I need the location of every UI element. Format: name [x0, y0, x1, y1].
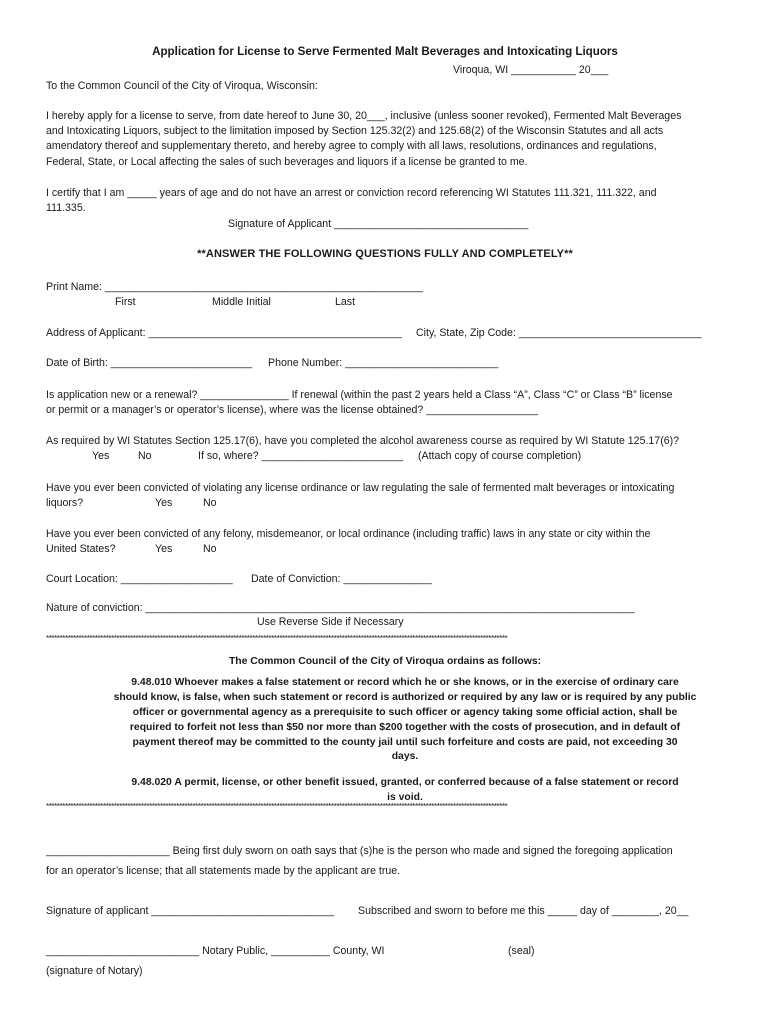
applicant-signature-field[interactable]: Signature of applicant _______________________________ — [46, 905, 335, 917]
seal-label: (seal) — [508, 945, 535, 957]
subscribed-sworn-field[interactable]: Subscribed and sworn to before me this _____ day of ________, 20__ — [358, 905, 689, 917]
date-of-birth-field[interactable]: Date of Birth: ________________________ — [46, 357, 253, 369]
course-no-option[interactable]: No — [138, 450, 152, 462]
addressee: To the Common Council of the City of Viroqua, Wisconsin: — [46, 80, 318, 92]
ordinance-9-48-010-line: 9.48.010 Whoever makes a false statement or record which he or she knows, or in the exercise of ordinary care — [131, 677, 679, 688]
felony-question: United States? — [46, 543, 116, 555]
conviction-date-field[interactable]: Date of Conviction: _______________ — [251, 573, 432, 585]
nature-of-conviction-field[interactable]: Nature of conviction: ___________________________________________________________________________________ — [46, 602, 635, 614]
violation-yes-option[interactable]: Yes — [155, 497, 173, 509]
felony-no-option[interactable]: No — [203, 543, 217, 555]
name-middle-caption: Middle Initial — [212, 296, 271, 308]
star-divider: ************************************************************************************************************************************************************************** — [46, 634, 508, 643]
application-text-line: and Intoxicating Liquors, subject to the limitation imposed by Section 125.32(2) and 125.68(2) of the Wisconsin Statutes and all acts — [46, 125, 664, 137]
ordinance-heading: The Common Council of the City of Viroqua ordains as follows: — [228, 656, 542, 667]
notary-public-field[interactable]: __________________________ Notary Public, __________ County, WI — [46, 945, 385, 957]
course-location-field[interactable]: If so, where? ________________________ — [198, 450, 403, 462]
oath-statement-line[interactable]: _____________________ Being first duly sworn on oath says that (s)he is the person who made and signed the foregoing application — [46, 845, 673, 857]
city-state-zip-field[interactable]: City, State, Zip Code: _______________________________ — [416, 327, 702, 339]
star-divider: ************************************************************************************************************************************************************************** — [46, 802, 508, 811]
print-name-field[interactable]: Print Name: ______________________________________________________ — [46, 281, 424, 293]
violation-question: liquors? — [46, 497, 84, 509]
oath-statement-line: for an operator’s license; that all statements made by the applicant are true. — [46, 865, 401, 877]
form-title: Application for License to Serve Fermented Malt Beverages and Intoxicating Liquors — [152, 45, 618, 58]
ordinance-9-48-010-line: payment thereof may be committed to the county jail until such forfeiture and costs are paid, not exceeding 30 — [132, 737, 678, 748]
felony-yes-option[interactable]: Yes — [155, 543, 173, 555]
violation-question: Have you ever been convicted of violating any license ordinance or law regulating the sale of fermented malt beverages or intoxicating — [46, 482, 675, 494]
name-first-caption: First — [115, 296, 136, 308]
ordinance-9-48-020-line: is void. — [387, 792, 423, 803]
renewal-question-line[interactable]: or permit or a manager’s or operator’s license), where was the license obtained? ___________________ — [46, 404, 539, 416]
ordinance-9-48-010-line: required to forfeit not less than $50 nor more than $200 together with the costs of prosecution, and in default of — [129, 722, 681, 733]
violation-no-option[interactable]: No — [203, 497, 217, 509]
court-location-field[interactable]: Court Location: ___________________ — [46, 573, 233, 585]
name-last-caption: Last — [335, 296, 356, 308]
application-text-line: amendatory thereof and supplementary thereto, and hereby agree to comply with all laws, resolutions, ordinances and regulations, — [46, 140, 657, 152]
course-attach-note: (Attach copy of course completion) — [418, 450, 582, 462]
course-question: As required by WI Statutes Section 125.17(6), have you completed the alcohol awareness course as required by WI Statute 125.17(6)? — [46, 435, 680, 447]
ordinance-9-48-010-line: officer or governmental agency as a prerequisite to such officer or agency taking some official action, shall be — [132, 707, 678, 718]
ordinance-9-48-020-line: 9.48.020 A permit, license, or other benefit issued, granted, or conferred because of a false statement or record — [131, 777, 679, 788]
felony-question: Have you ever been convicted of any felony, misdemeanor, or local ordinance (including traffic) laws in any state or city within the — [46, 528, 651, 540]
age-certification-line: I certify that I am _____ years of age and do not have an arrest or conviction record referencing WI Statutes 111.321, 111.322, and — [46, 187, 657, 199]
phone-number-field[interactable]: Phone Number: __________________________ — [268, 357, 499, 369]
course-yes-option[interactable]: Yes — [92, 450, 110, 462]
renewal-question-line[interactable]: Is application new or a renewal? _______________ If renewal (within the past 2 years held a Class “A”, Class “C” or Class “B” license — [46, 389, 673, 401]
ordinance-9-48-010-line: days. — [391, 751, 419, 762]
application-text-line: Federal, State, or Local affecting the sales of such beverages and liquors if a license be granted to me. — [46, 156, 528, 168]
ordinance-9-48-010-line: should know, is false, when such statement or record is authorized or required by any law or is required by any public — [113, 692, 697, 703]
reverse-side-note: Use Reverse Side if Necessary — [257, 616, 404, 628]
address-field[interactable]: Address of Applicant: ___________________________________________ — [46, 327, 402, 339]
place-date-line: Viroqua, WI ___________ 20___ — [453, 64, 609, 76]
answer-questions-heading: **ANSWER THE FOLLOWING QUESTIONS FULLY AND COMPLETELY** — [197, 248, 573, 260]
age-certification-line: 111.335. — [46, 202, 86, 214]
notary-signature-label: (signature of Notary) — [46, 965, 143, 977]
applicant-signature-line[interactable]: Signature of Applicant _________________________________ — [228, 218, 529, 230]
application-text-line: I hereby apply for a license to serve, from date hereof to June 30, 20___, inclusive (unless sooner revoked), Fermented Malt Beverages — [46, 110, 682, 122]
